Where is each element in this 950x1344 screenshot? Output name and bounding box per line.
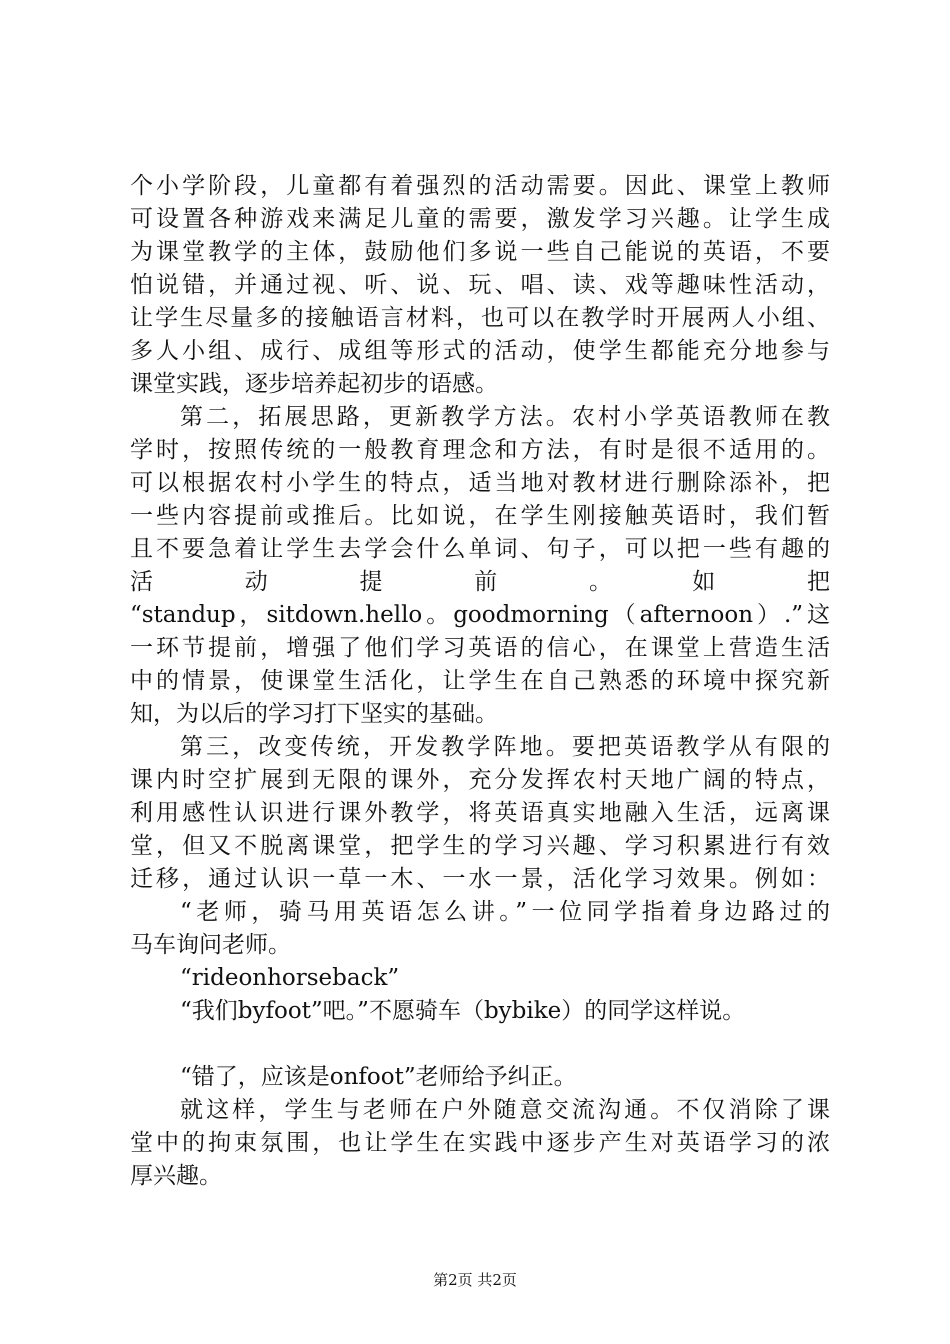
- text-line: 一环节提前，增强了他们学习英语的信心，在课堂上营造生活: [130, 635, 830, 661]
- text-line: 为课堂教学的主体，鼓励他们多说一些自己能说的英语，不要: [130, 239, 830, 265]
- text-line: 多人小组、成行、成组等形式的活动，使学生都能充分地参与: [130, 338, 830, 364]
- document-body: [130, 170, 830, 1193]
- text-line: 迁移，通过认识一草一木、一水一景，活化学习效果。例如：: [130, 866, 830, 892]
- text-line: 可设置各种游戏来满足儿童的需要，激发学习兴趣。让学生成: [130, 206, 830, 232]
- text-line: 马车询问老师。: [130, 932, 291, 958]
- text-line: 怕说错，并通过视、听、说、玩、唱、读、戏等趣味性活动，: [130, 272, 830, 298]
- paragraph-first-line: 就这样，学生与老师在户外随意交流沟通。不仅消除了课: [180, 1097, 830, 1123]
- paragraph-first-line: 第二，拓展思路，更新教学方法。农村小学英语教师在教: [180, 404, 830, 430]
- text-line: 利用感性认识进行课外教学，将英语真实地融入生活，远离课: [130, 800, 830, 826]
- text-line: 且不要急着让学生去学会什么单词、句子，可以把一些有趣的: [130, 536, 830, 562]
- paragraph-first-line: “rideonhorseback”: [180, 965, 400, 991]
- blank-line: [130, 1028, 830, 1061]
- text-line: 知，为以后的学习打下坚实的基础。: [130, 701, 498, 727]
- text-line: 课内时空扩展到无限的课外，充分发挥农村天地广阔的特点，: [130, 767, 830, 793]
- text-line: 厚兴趣。: [130, 1163, 222, 1189]
- text-line: 中的情景，使课堂生活化，让学生在自己熟悉的环境中探究新: [130, 668, 830, 694]
- text-line: 课堂实践，逐步培养起初步的语感。: [130, 371, 498, 397]
- paragraph-first-line: 第三，改变传统，开发教学阵地。要把英语教学从有限的: [180, 734, 830, 760]
- text-line: 学时，按照传统的一般教育理念和方法，有时是很不适用的。: [130, 437, 830, 463]
- text-line: 堂，但又不脱离课堂，把学生的学习兴趣、学习积累进行有效: [130, 833, 830, 859]
- text-line: 让学生尽量多的接触语言材料，也可以在教学时开展两人小组、: [130, 305, 830, 331]
- text-line: 一些内容提前或推后。比如说，在学生刚接触英语时，我们暂: [130, 503, 830, 529]
- text-line: 可以根据农村小学生的特点，适当地对教材进行删除添补，把: [130, 470, 830, 496]
- text-line: 堂中的拘束氛围，也让学生在实践中逐步产生对英语学习的浓: [130, 1130, 830, 1156]
- text-line: 活 动 提 前 。 如 把: [130, 569, 830, 595]
- text-line: “standup，sitdown.hello。goodmorning（afternoon）.”这: [130, 602, 830, 628]
- page-footer: 第2页 共2页: [433, 1271, 517, 1289]
- paragraph-first-line: “老师，骑马用英语怎么讲。”一位同学指着身边路过的: [180, 899, 830, 925]
- paragraph-first-line: “错了，应该是onfoot”老师给予纠正。: [180, 1064, 577, 1090]
- text-line: 个小学阶段，儿童都有着强烈的活动需要。因此、课堂上教师: [130, 173, 830, 199]
- paragraph-first-line: “我们byfoot”吧。”不愿骑车（bybike）的同学这样说。: [180, 998, 746, 1024]
